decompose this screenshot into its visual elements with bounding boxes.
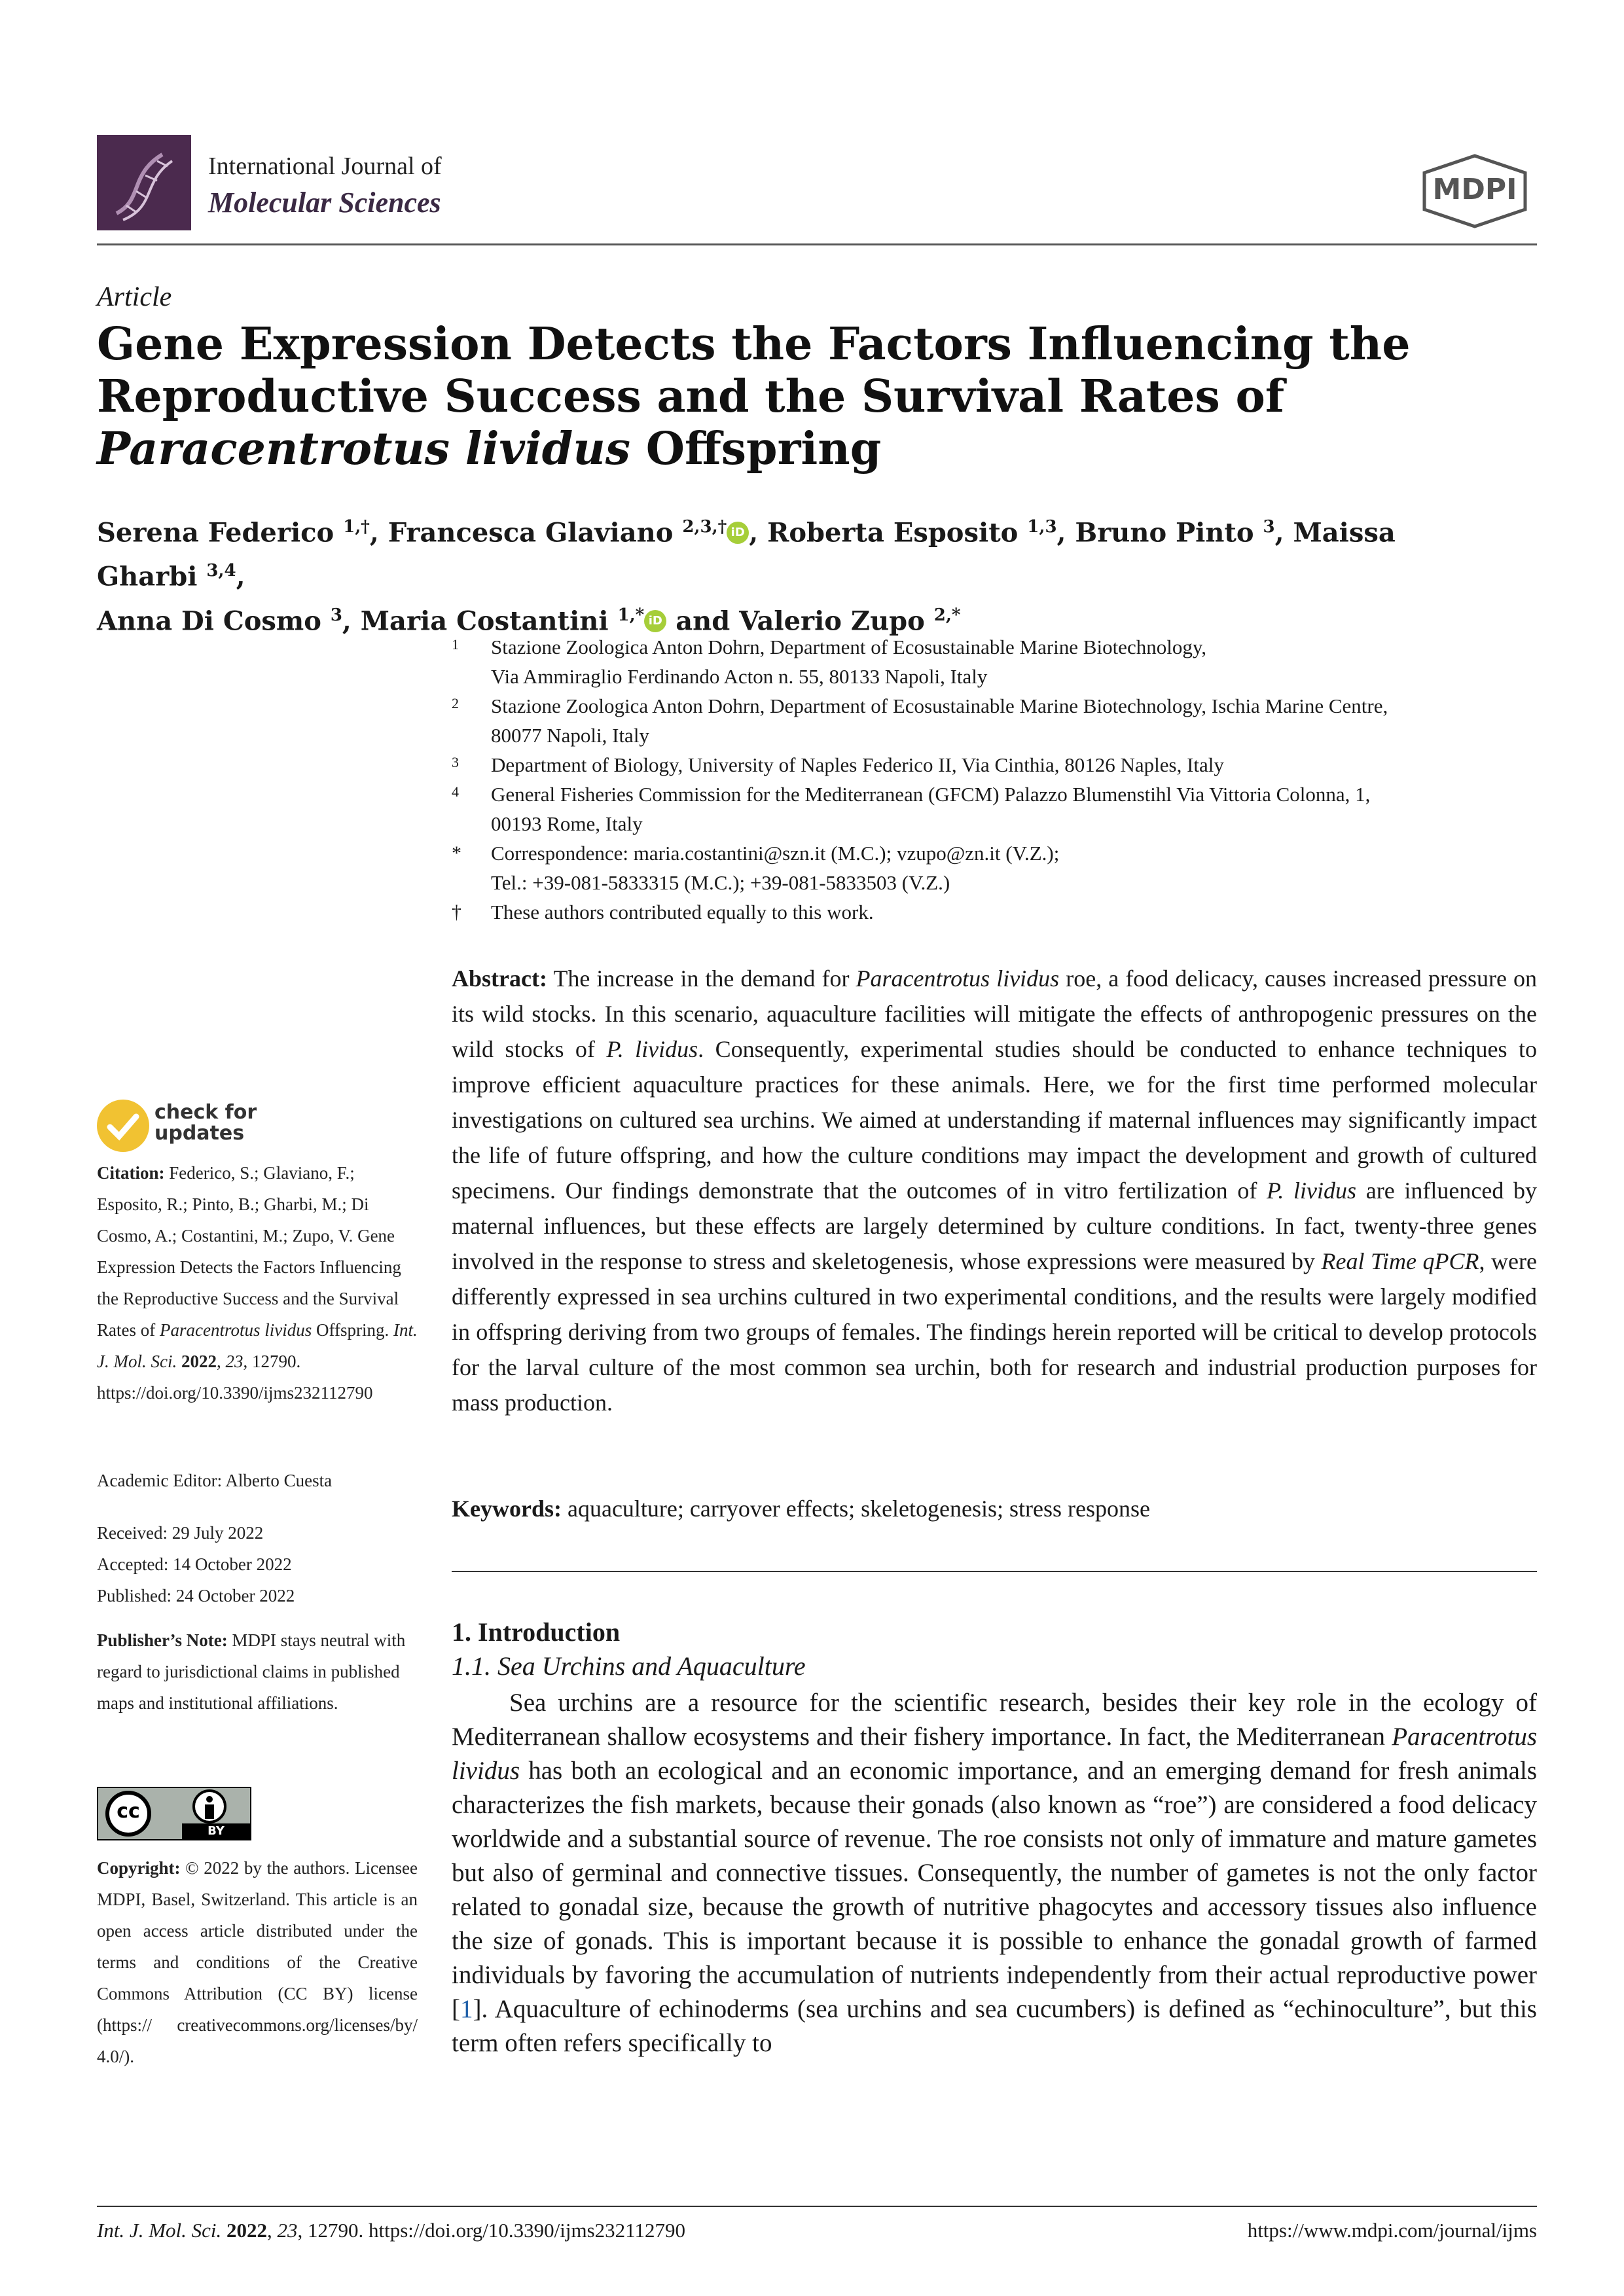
abstract xyxy=(452,961,1537,1420)
author-affiliation-marks: 3 xyxy=(330,605,342,625)
affiliation-line: 80077 Napoli, Italy xyxy=(491,724,649,747)
author-line-1: Serena Federico $^{1,\dagger}$, Francesca Glaviano $^{2,3,\dagger}$ iD , Roberta Esposito $^{1,3}$, Bruno Pinto $^3$, Maissa Gharbi $^{3,4}$, xyxy=(97,517,1396,592)
affiliation-marker: 1 xyxy=(452,636,459,653)
author-name[interactable]: Francesca Glaviano xyxy=(388,517,674,548)
text-run: Offspring. xyxy=(312,1320,393,1340)
title-line-3 xyxy=(97,423,1471,475)
italic-text: Paracentrotus lividus xyxy=(452,1723,1537,1785)
affiliation-line: Stazione Zoologica Anton Dohrn, Department of Ecosustainable Marine Biotechnology, xyxy=(491,636,1207,658)
correspondence-line: Tel.: +39-081-5833315 (M.C.); +39-081-5833503 (V.Z.) xyxy=(491,871,950,894)
authors-conjunction: and xyxy=(676,605,731,636)
affiliation-line: Stazione Zoologica Anton Dohrn, Department of Ecosustainable Marine Biotechnology, Ischia Marine Centre, xyxy=(491,694,1388,717)
title-line-3-rest: Offspring xyxy=(630,423,882,475)
check-for-updates-button[interactable] xyxy=(154,1102,257,1144)
title-line-2: Reproductive Success and the Survival Rates of xyxy=(97,370,1285,423)
section-heading: 1. Introduction xyxy=(452,1617,621,1647)
dna-helix-icon xyxy=(97,135,191,230)
title-line-1: Gene Expression Detects the Factors Influencing the xyxy=(97,318,1411,370)
affiliation-marker: 3 xyxy=(452,754,459,770)
journal-name-line2: Molecular Sciences xyxy=(208,187,441,219)
footer-citation[interactable]: Int. J. Mol. Sci. 2022, 23, 12790. https://doi.org/10.3390/ijms232112790 xyxy=(97,2219,685,2242)
correspondence-line[interactable]: Correspondence: maria.costantini@szn.it (M.C.); vzupo@zn.it (V.Z.); xyxy=(491,842,1060,865)
publisher-note-text: MDPI stays neutral with regard to jurisdictional claims in published maps and institutional affiliations. xyxy=(97,1630,406,1713)
subsection-heading: 1.1. Sea Urchins and Aquaculture xyxy=(452,1651,806,1681)
journal-name-line1: International Journal of xyxy=(208,152,442,180)
affiliation-item xyxy=(452,632,1538,691)
italic-text: Real Time qPCR xyxy=(1321,1248,1479,1274)
text-run: , 12790. https://doi.org/10.3390/ijms232112790 xyxy=(97,1352,373,1403)
cc-icon: cc xyxy=(117,1800,140,1823)
abstract-text xyxy=(452,965,1537,1416)
text-run: are influenced by maternal influences, but these effects are largely determined by culture conditions. In fact, twenty-three genes involved in the response to stress and skeletogenesis, whose expressions were measured by xyxy=(452,1177,1538,1274)
abstract-label: Abstract: xyxy=(452,965,547,992)
bold-text: 2022 xyxy=(181,1352,217,1371)
italic-text: Paracentrotus lividus xyxy=(856,965,1060,992)
article-title xyxy=(97,318,1471,475)
author-affiliation-marks: 1,* xyxy=(617,605,645,625)
author-affiliation-marks: 1,† xyxy=(343,517,370,537)
keywords-text: aquaculture; carryover effects; skeletogenesis; stress response xyxy=(561,1496,1150,1522)
article-type: Article xyxy=(97,282,172,312)
author-name[interactable]: Maria Costantini xyxy=(360,605,609,636)
citation-text xyxy=(97,1163,418,1403)
keywords xyxy=(452,1491,1537,1526)
affiliation-item xyxy=(452,750,1538,780)
author-name[interactable]: Valerio Zupo xyxy=(739,605,925,636)
by-label: BY xyxy=(208,1824,225,1838)
orcid-icon[interactable]: iD xyxy=(644,610,666,632)
check-updates-line-2: updates xyxy=(154,1122,245,1145)
received-date: Received: 29 July 2022 xyxy=(97,1523,264,1543)
copyright-label: Copyright: xyxy=(97,1858,181,1878)
text-run: The increase in the demand for xyxy=(547,965,856,992)
introduction-paragraph xyxy=(452,1686,1537,2060)
footer-journal: Int. J. Mol. Sci. xyxy=(97,2219,222,2242)
text-run: has both an ecological and an economic importance, and an emerging demand for fresh animals characterizes the fish markets, because their gonads (also known as “roe”) are considered a food delicacy worldwide and a substantial source of revenue. The roe consists not only of immature and mature gametes but also of germinal and connective tissues. Consequently, the number of gametes is not the only factor related to gonadal size, because the growth of nutritive phagocytes and accessory tissues also influence the size of gonads. This is important because it is possible to enhance the gonadal growth of farmed individuals by favoring the accumulation of nutrients independently from their actual reproductive power [ xyxy=(452,1757,1537,2023)
affiliation-marker: * xyxy=(452,842,461,864)
affiliation-marker: 4 xyxy=(452,783,459,800)
orcid-icon[interactable]: iD xyxy=(727,522,749,544)
author-name[interactable]: Bruno Pinto xyxy=(1075,517,1254,548)
author-name[interactable]: Maissa Gharbi xyxy=(97,517,1396,592)
text-run xyxy=(177,1352,181,1371)
academic-editor: Academic Editor: Alberto Cuesta xyxy=(97,1471,333,1490)
footer-year: 2022 xyxy=(226,2219,268,2242)
accepted-date: Accepted: 14 October 2022 xyxy=(97,1554,292,1574)
author-name[interactable]: Serena Federico xyxy=(97,517,334,548)
text-run: Federico, S.; Glaviano, F.; Esposito, R.; Pinto, B.; Gharbi, M.; Di Cosmo, A.; Costantini, M.; Zupo, V. Gene Expression Detects the Factors Influencing the Reproductive Success and the Survival Rates of xyxy=(97,1163,401,1340)
affiliation-line: Via Ammiraglio Ferdinando Acton n. 55, 80133 Napoli, Italy xyxy=(491,665,988,688)
author-line-2: Anna Di Cosmo $^3$, Maria Costantini $^{1,*}$ iD and Valerio Zupo $^{2,*}$ xyxy=(97,605,961,636)
author-name[interactable]: Anna Di Cosmo xyxy=(97,605,321,636)
author-name[interactable]: Roberta Esposito xyxy=(767,517,1019,548)
italic-text: P. lividus xyxy=(606,1036,698,1062)
abstract-divider xyxy=(452,1571,1537,1572)
copyright-notice xyxy=(97,1852,418,2072)
author-affiliation-marks: 2,* xyxy=(933,605,961,625)
affiliation-marker: † xyxy=(452,901,461,923)
equal-contribution-line: These authors contributed equally to this work. xyxy=(491,901,874,924)
affiliation-line: 00193 Rome, Italy xyxy=(491,812,643,835)
check-updates-line-1: check for xyxy=(154,1101,257,1124)
mdpi-logo-text: MDPI xyxy=(1432,173,1517,206)
header-divider xyxy=(97,243,1537,245)
journal-logo xyxy=(97,135,191,230)
affiliation-item xyxy=(452,691,1538,750)
italic-text: 23 xyxy=(225,1352,244,1371)
equal-contribution-note xyxy=(452,897,1538,927)
reference-link[interactable]: 1 xyxy=(460,1995,473,2023)
author-affiliation-marks: 3 xyxy=(1263,517,1275,537)
italic-text: P. lividus xyxy=(1267,1177,1357,1204)
text-run: roe, a food delicacy, causes increased pressure on its wild stocks. In this scenario, aquaculture facilities will mitigate the effects of anthropogenic pressures on the wild stocks of xyxy=(452,965,1537,1062)
journal-url-link[interactable]: https://www.mdpi.com/journal/ijms xyxy=(1247,2219,1537,2242)
text-run: Sea urchins are a resource for the scientific research, besides their key role in the ecology of Mediterranean shallow ecosystems and their fishery importance. In fact, the Mediterranean xyxy=(452,1689,1537,1751)
text-run: ]. Aquaculture of echinoderms (sea urchins and sea cucumbers) is defined as “echinoculture”, but this term often refers specifically to xyxy=(452,1995,1537,2057)
footer-volume: 23 xyxy=(277,2219,298,2242)
publisher-note-label: Publisher’s Note: xyxy=(97,1630,228,1650)
citation-label: Citation: xyxy=(97,1163,165,1183)
author-list xyxy=(97,508,1504,640)
footer-divider xyxy=(97,2206,1537,2207)
mdpi-logo[interactable] xyxy=(1413,153,1537,229)
affiliation-item xyxy=(452,780,1538,838)
author-affiliation-marks: 2,3,† xyxy=(682,517,727,537)
correspondence-item xyxy=(452,838,1538,897)
text-run: , xyxy=(216,1352,226,1371)
author-affiliation-marks: 3,4 xyxy=(206,561,236,581)
text-run: . Consequently, experimental studies should be conducted to enhance techniques to improve efficient aquaculture practices for these animals. Here, we for the first time performed molecular investigations on cultured sea urchins. We aimed at understanding if maternal influences may significantly impact the life of future offspring, and how the culture conditions may impact the development and growth of cultured specimens. Our findings demonstrate that the outcomes of in vitro fertilization of xyxy=(452,1036,1537,1204)
author-affiliation-marks: 1,3 xyxy=(1027,517,1057,537)
check-for-updates-icon[interactable] xyxy=(97,1100,149,1152)
affiliation-line: General Fisheries Commission for the Mediterranean (GFCM) Palazzo Blumenstihl Via Vittoria Colonna, 1, xyxy=(491,783,1371,806)
published-date: Published: 24 October 2022 xyxy=(97,1586,295,1605)
footer-doi: , 12790. https://doi.org/10.3390/ijms232112790 xyxy=(297,2219,685,2242)
affiliations-list xyxy=(452,632,1538,927)
copyright-text: © 2022 by the authors. Licensee MDPI, Basel, Switzerland. This article is an open access article distributed under the terms and conditions of the Creative Commons Attribution (CC BY) license (https:// creativecommons.org/licenses/by/ 4.0/). xyxy=(97,1858,418,2066)
italic-text: Paracentrotus lividus xyxy=(159,1320,312,1340)
keywords-label: Keywords: xyxy=(452,1496,562,1522)
text-run: , were differently expressed in sea urchins cultured in two experimental conditions, and the results were largely modified in offspring deriving from two groups of females. The findings herein reported will be critical to develop protocols for the larval culture of the most common sea urchin, both for research and industrial production purposes for mass production. xyxy=(452,1248,1537,1416)
publisher-note xyxy=(97,1624,418,1719)
citation xyxy=(97,1157,418,1408)
title-species: Paracentrotus lividus xyxy=(97,423,631,475)
italic-text: Int. J. Mol. Sci. xyxy=(97,1320,418,1371)
checkmark-icon xyxy=(97,1100,149,1152)
cc-by-license-badge[interactable] xyxy=(97,1787,251,1840)
affiliation-marker: 2 xyxy=(452,695,459,711)
affiliation-line: Department of Biology, University of Naples Federico II, Via Cinthia, 80126 Naples, Italy xyxy=(491,753,1224,776)
